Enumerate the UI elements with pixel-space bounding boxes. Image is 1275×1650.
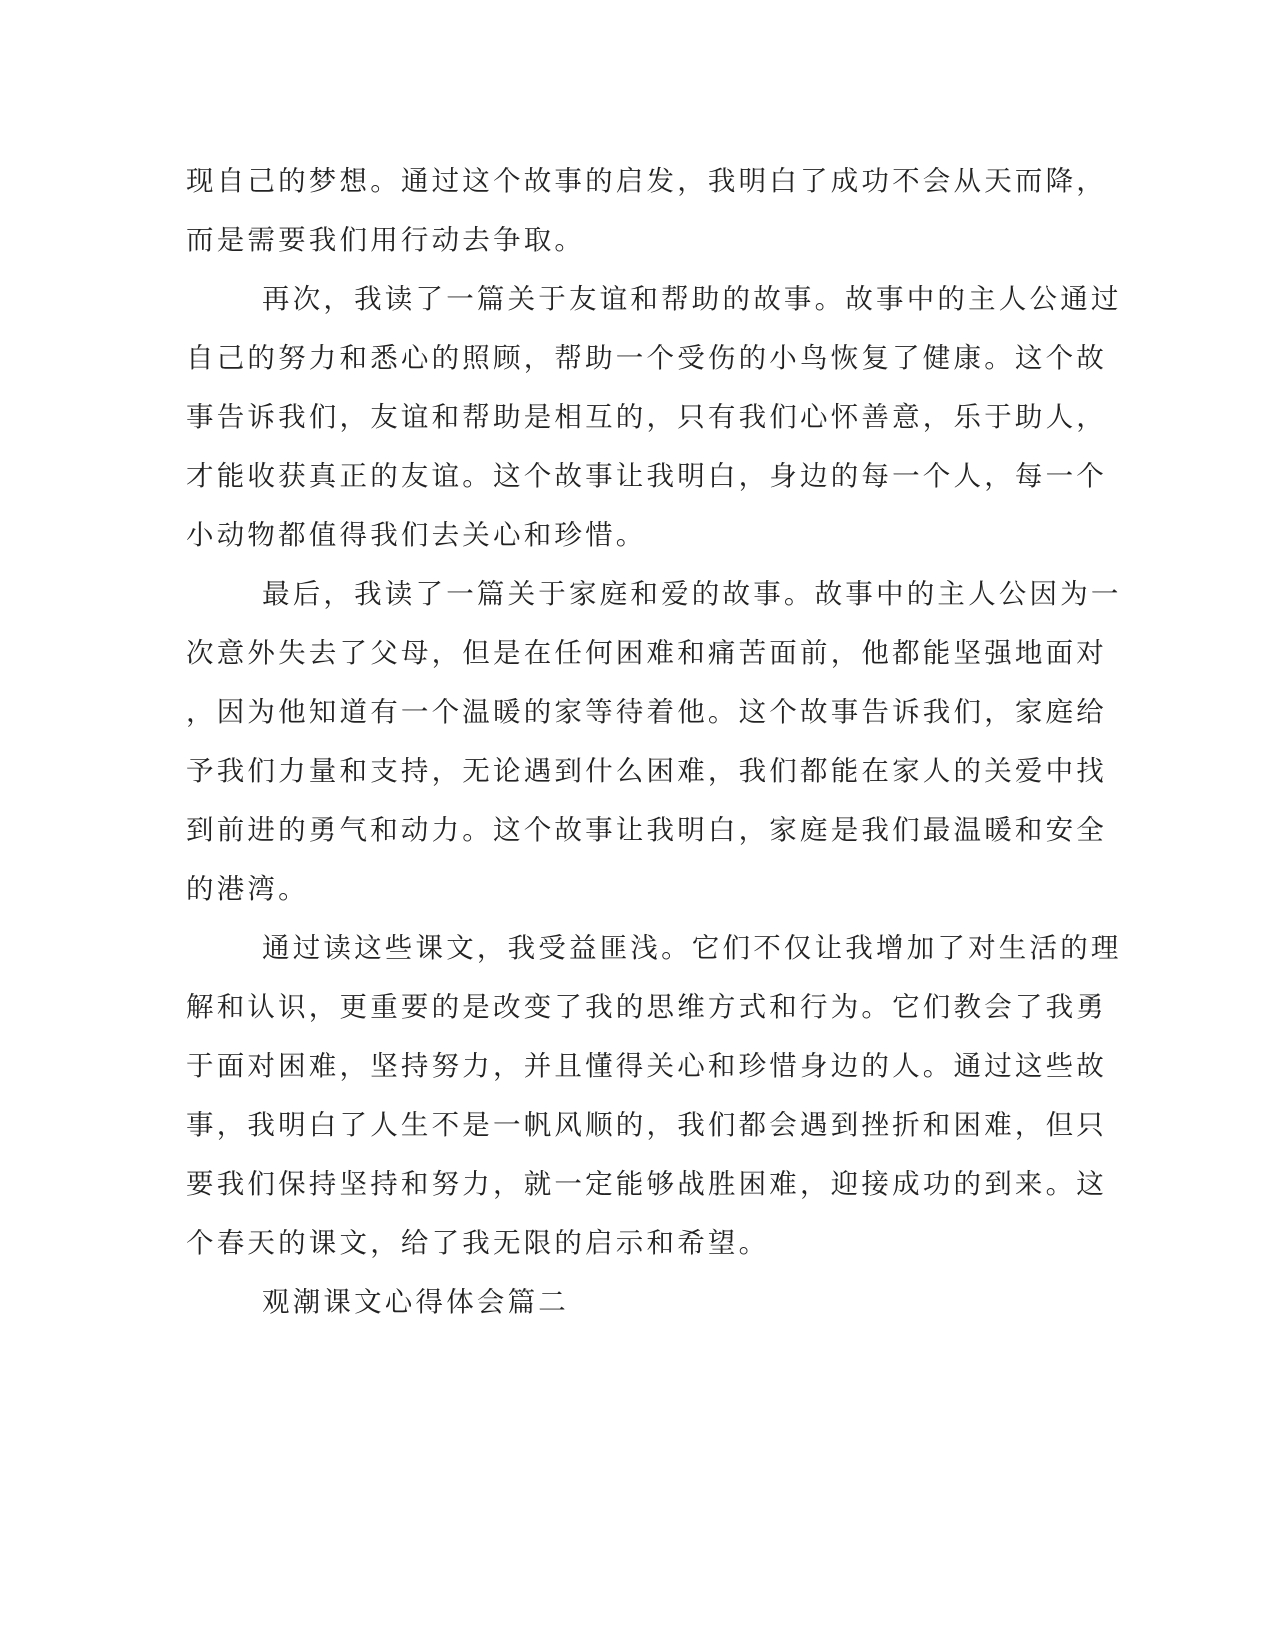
paragraph-4-line-1: 通过读这些课文，我受益匪浅。它们不仅让我增加了对生活的理 <box>262 932 1122 964</box>
paragraph-4-line-6: 个春天的课文，给了我无限的启示和希望。 <box>186 1227 770 1259</box>
paragraph-2-line-4: 才能收获真正的友谊。这个故事让我明白，身边的每一个人，每一个 <box>186 460 1107 492</box>
paragraph-3-line-3: ，因为他知道有一个温暖的家等待着他。这个故事告诉我们，家庭给 <box>186 696 1107 728</box>
paragraph-2-line-2: 自己的努力和悉心的照顾，帮助一个受伤的小鸟恢复了健康。这个故 <box>186 342 1107 374</box>
paragraph-3-line-1: 最后，我读了一篇关于家庭和爱的故事。故事中的主人公因为一 <box>262 578 1122 610</box>
paragraph-2-line-5: 小动物都值得我们去关心和珍惜。 <box>186 519 647 551</box>
paragraph-3-line-4: 予我们力量和支持，无论遇到什么困难，我们都能在家人的关爱中找 <box>186 755 1107 787</box>
paragraph-3-line-2: 次意外失去了父母，但是在任何困难和痛苦面前，他都能坚强地面对 <box>186 637 1107 669</box>
paragraph-4-line-2: 解和认识，更重要的是改变了我的思维方式和行为。它们教会了我勇 <box>186 991 1107 1023</box>
paragraph-4-line-5: 要我们保持坚持和努力，就一定能够战胜困难，迎接成功的到来。这 <box>186 1168 1107 1200</box>
paragraph-4-line-3: 于面对困难，坚持努力，并且懂得关心和珍惜身边的人。通过这些故 <box>186 1050 1107 1082</box>
paragraph-1-line-2: 而是需要我们用行动去争取。 <box>186 224 586 256</box>
paragraph-3-line-5: 到前进的勇气和动力。这个故事让我明白，家庭是我们最温暖和安全 <box>186 814 1107 846</box>
section-heading: 观潮课文心得体会篇二 <box>262 1286 569 1318</box>
paragraph-1-line-1: 现自己的梦想。通过这个故事的启发，我明白了成功不会从天而降， <box>186 165 1107 197</box>
paragraph-4-line-4: 事，我明白了人生不是一帆风顺的，我们都会遇到挫折和困难，但只 <box>186 1109 1107 1141</box>
paragraph-2-line-1: 再次，我读了一篇关于友谊和帮助的故事。故事中的主人公通过 <box>262 283 1122 315</box>
paragraph-3-line-6: 的港湾。 <box>186 873 309 905</box>
paragraph-2-line-3: 事告诉我们，友谊和帮助是相互的，只有我们心怀善意，乐于助人， <box>186 401 1107 433</box>
